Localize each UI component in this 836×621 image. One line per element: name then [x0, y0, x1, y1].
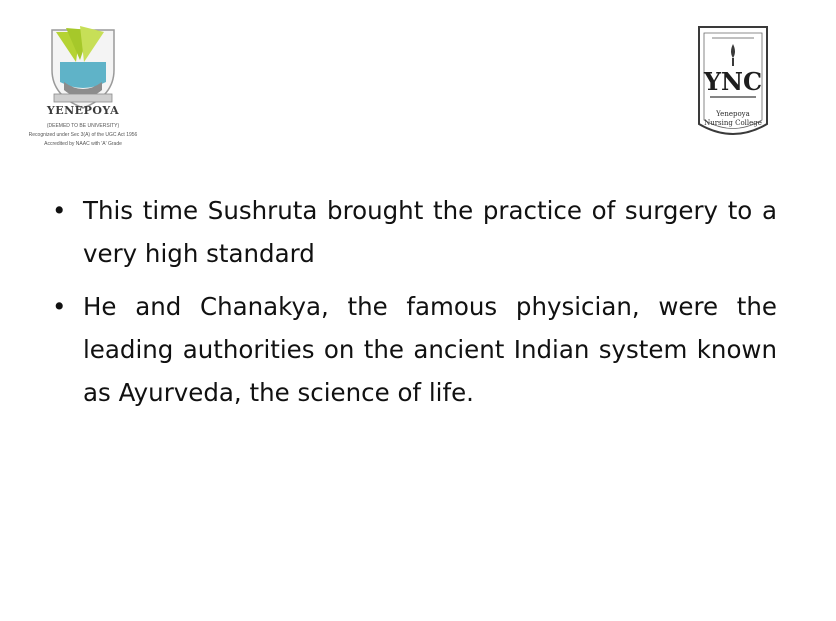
university-accreditation: Accredited by NAAC with 'A' Grade: [44, 141, 122, 147]
bullet-marker: •: [52, 196, 67, 225]
yenepoya-university-logo: [22, 22, 144, 157]
bullet-item: [52, 189, 777, 275]
college-name-line-2: Nursing College: [704, 119, 762, 127]
slide-bullet-list: [52, 189, 777, 424]
university-status: (DEEMED TO BE UNIVERSITY): [46, 123, 120, 129]
university-name: YENEPOYA: [46, 104, 120, 117]
bullet-marker: •: [52, 292, 67, 321]
college-name: [702, 110, 764, 128]
bullet-text: He and Chanakya, the famous physician, were the leading authorities on the ancient Indian system known as Ayurveda, the science of life.: [83, 292, 777, 407]
university-recognition: Recognized under Sec 3(A) of the UGC Act 1956: [28, 132, 138, 138]
bullet-item: [52, 285, 777, 414]
yenepoya-emblem-icon: [46, 24, 120, 110]
college-name-line-1: Yenepoya: [716, 110, 750, 118]
yenepoya-nursing-college-logo: [696, 24, 770, 146]
bullet-text: This time Sushruta brought the practice of surgery to a very high standard: [83, 196, 777, 268]
college-monogram: YNC: [703, 67, 763, 96]
